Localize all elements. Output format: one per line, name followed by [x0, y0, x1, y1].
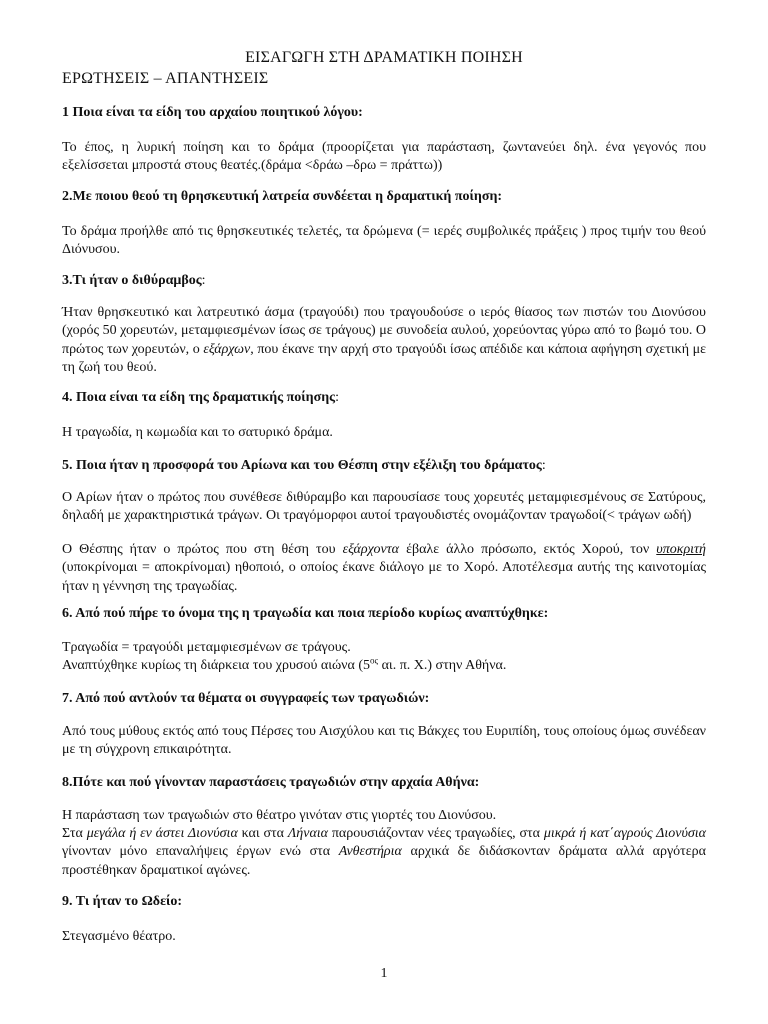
question-4	[62, 389, 708, 407]
answer-5-term-ypokriti: υποκριτή	[656, 542, 707, 557]
answer-8-part-3: παρουσιάζονταν νέες τραγωδίες, στα	[328, 826, 544, 841]
page-number: 1	[380, 966, 388, 981]
answer-6-part-2: αι. π. Χ.) στην Αθήνα.	[378, 658, 507, 673]
answer-3-term-exarchon: εξάρχων	[203, 341, 251, 357]
question-7: 7. Από πού αντλούν τα θέματα οι συγγραφείς των τραγωδιών:	[62, 691, 430, 706]
answer-6-superscript: ος	[370, 655, 379, 666]
answer-9: Στεγασμένο θέατρο.	[62, 929, 176, 944]
answer-6-part-1: Αναπτύχθηκε κυρίως τη διάρκεια του χρυσού αιώνα (5	[62, 658, 371, 673]
question-4-text: 4. Ποια είναι τα είδη της δραματικής ποίησης	[62, 390, 336, 405]
answer-8-part-4: γίνονταν μόνο επαναλήψεις έργων ενώ στα	[62, 844, 339, 860]
document-title: ΕΙΣΑΓΩΓΗ ΣΤΗ ΔΡΑΜΑΤΙΚΗ ΠΟΙΗΣΗ	[245, 49, 523, 66]
answer-8-part-2: και στα	[237, 826, 288, 841]
question-5-colon: :	[541, 458, 546, 473]
question-5-text: 5. Ποια ήταν η προσφορά του Αρίωνα και του Θέσπη στην εξέλιξη του δράματος	[62, 458, 542, 473]
answer-5-part-3: (υποκρίνομαι = αποκρίνομαι) ηθοποιό, ο οποίος έκανε διάλογο με το Χορό. Αποτέλεσμα αυτής της καινοτομίας ήταν η γέννηση της τραγωδίας.	[62, 560, 706, 594]
question-3	[62, 272, 708, 290]
question-3-text: 3.Τι ήταν ο διθύραμβος	[62, 273, 202, 288]
answer-4: Η τραγωδία, η κωμωδία και το σατυρικό δράμα.	[62, 425, 333, 440]
answer-3	[62, 304, 706, 377]
question-6: 6. Από πού πήρε το όνομα της η τραγωδία και ποια περίοδο κυρίως αναπτύχθηκε:	[62, 606, 549, 621]
answer-8-part-5: αρχικά δε διδάσκονταν δράματα αλλά αργότερα προστέθηκαν δραματικοί αγώνες.	[62, 844, 706, 878]
answer-8-line-1: Η παράσταση των τραγωδιών στο θέατρο γινόταν στις γιορτές του Διονύσου.	[62, 808, 497, 823]
question-4-colon: :	[335, 390, 339, 405]
answer-6-line-1: Τραγωδία = τραγούδι μεταμφιεσμένων σε τράγους.	[62, 640, 351, 655]
answer-5-arion: Ο Αρίων ήταν ο πρώτος που συνέθεσε διθύραμβο και παρουσίασε τους χορευτές μεταμφιεσμένους σε Σατύρους, δηλαδή με χαρακτηριστικά τράγων. Οι τραγόμορφοι αυτοί τραγουδιστές ονομάζονταν τραγωδοί(< τράγων ωδή)	[62, 490, 706, 524]
document-subtitle: ΕΡΩΤΗΣΕΙΣ – ΑΠΑΝΤΗΣΕΙΣ	[62, 70, 269, 87]
answer-8-term-lenaia: Λήναια	[287, 826, 329, 841]
question-3-colon: :	[201, 273, 206, 288]
answer-8-festivals	[62, 825, 706, 880]
answer-5-part-2: έβαλε άλλο πρόσωπο, εκτός Χορού, τον	[399, 542, 657, 557]
question-8: 8.Πότε και πού γίνονταν παραστάσεις τραγωδιών στην αρχαία Αθήνα:	[62, 775, 480, 790]
answer-8-term-anthesteria: Ανθεστήρια	[338, 844, 402, 860]
answer-8-term-megala-dionysia: μεγάλα ή εν άστει Διονύσια	[86, 826, 238, 841]
answer-5-term-exarchonta: εξάρχοντα	[342, 542, 400, 557]
answer-8-term-mikra-dionysia: μικρά ή κατ΄αγρούς Διονύσια	[543, 826, 707, 841]
answer-8-part-1: Στα	[62, 826, 87, 841]
answer-2: Το δράμα προήλθε από τις θρησκευτικές τελετές, τα δρώμενα (= ιερές συμβολικές πράξεις ) προς τιμήν του θεού Διόνυσου.	[62, 224, 706, 258]
answer-6-line-2	[62, 657, 706, 675]
answer-7: Από τους μύθους εκτός από τους Πέρσες του Αισχύλου και τις Βάκχες του Ευριπίδη, τους οποίους όμως συνέδεαν με τη σύγχρονη επικαιρότητα.	[62, 724, 706, 758]
answer-1: Το έπος, η λυρική ποίηση και το δράμα (προορίζεται για παράσταση, ζωντανεύει δηλ. ένα γεγονός που εξελίσσεται μπροστά στους θεατές.(δράμα <δράω –δρω = πράττω))	[62, 140, 706, 174]
question-9: 9. Τι ήταν το Ωδείο:	[62, 894, 183, 909]
answer-3-part-1: Ήταν θρησκευτικό και λατρευτικό άσμα (τραγούδι) που τραγουδούσε ο ιερός θίασος των πιστών του Διονύσου (χορός 50 χορευτών, μεταμφιεσμένων ίσως σε τράγους) με συνοδεία αυλού, χορεύοντας γύρω από το βωμό του. Ο πρώτος των χορευτών, ο	[62, 305, 706, 357]
question-1: 1 Ποια είναι τα είδη του αρχαίου ποιητικού λόγου:	[62, 105, 363, 120]
question-2: 2.Με ποιου θεού τη θρησκευτική λατρεία συνδέεται η δραματική ποίηση:	[62, 189, 503, 204]
answer-3-part-2: , που έκανε την αρχή στο τραγούδι ίσως απέδιδε και κάποια αφήγηση σχετική με τη ζωή του θεού.	[62, 341, 706, 375]
question-5	[62, 457, 708, 475]
answer-5-part-1: Ο Θέσπης ήταν ο πρώτος που στη θέση του	[62, 542, 343, 557]
answer-5-thespis	[62, 541, 706, 596]
